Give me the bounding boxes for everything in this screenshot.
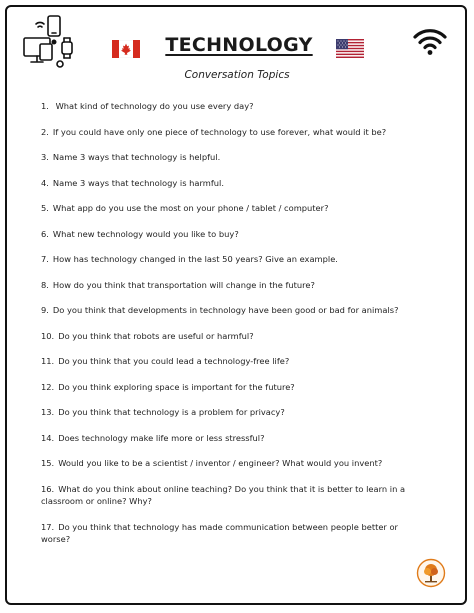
question-text: Does technology make life more or less stressful?: [58, 432, 265, 443]
question-number: 15.: [41, 458, 55, 468]
canada-flag-icon: [112, 40, 140, 58]
question-number: 11.: [41, 356, 55, 366]
subtitle: Conversation Topics: [184, 69, 290, 81]
question-text: If you could have only one piece of technology to use forever, what would it be?: [52, 126, 387, 137]
question-text: Do you think that developments in technology have been good or bad for animals?: [52, 305, 399, 315]
question-text: What do you think about online teaching? Do you think that it is better to learn in a classroom or online? Why?: [41, 483, 406, 506]
tree-logo-icon: [416, 558, 446, 588]
question-number: 16.: [41, 483, 55, 494]
question-list: [41, 100, 426, 559]
list-item: [41, 279, 426, 305]
list-item: [41, 228, 426, 254]
list-item: [41, 457, 426, 483]
question-text: How do you think that transportation will change in the future?: [52, 279, 315, 290]
list-item: [41, 521, 426, 559]
question-text: What new technology would you like to buy?: [52, 228, 239, 239]
question-number: 6.: [41, 228, 49, 239]
question-number: 17.: [41, 521, 55, 532]
list-item: [41, 151, 426, 177]
question-text: Do you think exploring space is important for the future?: [58, 381, 295, 392]
question-text: Do you think that you could lead a technology-free life?: [58, 356, 290, 366]
question-text: What kind of technology do you use every day?: [55, 101, 254, 111]
question-number: 10.: [41, 330, 55, 341]
list-item: [41, 330, 426, 356]
question-number: 4.: [41, 177, 49, 188]
question-number: 9.: [41, 305, 49, 315]
question-text: Name 3 ways that technology is harmful.: [52, 177, 224, 188]
devices-icon: [20, 14, 76, 68]
question-number: 2.: [41, 126, 49, 137]
list-item: [41, 304, 426, 330]
list-item: [41, 177, 426, 203]
list-item: [41, 126, 426, 152]
list-item: [41, 202, 426, 228]
list-item: [41, 406, 426, 432]
question-number: 3.: [41, 152, 49, 162]
question-number: 8.: [41, 279, 49, 290]
list-item: [41, 483, 426, 521]
question-number: 5.: [41, 203, 49, 213]
question-number: 1.: [41, 101, 49, 111]
question-text: Do you think that technology has made communication between people better or worse?: [41, 521, 398, 544]
list-item: [41, 432, 426, 458]
question-text: How has technology changed in the last 50 years? Give an example.: [52, 254, 338, 264]
usa-flag-icon: [336, 39, 364, 58]
question-text: Do you think that technology is a problem for privacy?: [58, 407, 285, 417]
list-item: [41, 100, 426, 126]
question-text: Would you like to be a scientist / inventor / engineer? What would you invent?: [58, 458, 383, 468]
question-number: 7.: [41, 254, 49, 264]
page-title: TECHNOLOGY: [165, 34, 313, 56]
question-text: Do you think that robots are useful or harmful?: [58, 330, 254, 341]
list-item: [41, 253, 426, 279]
question-number: 12.: [41, 381, 55, 392]
header: [0, 0, 474, 100]
list-item: [41, 381, 426, 407]
question-text: What app do you use the most on your phone / tablet / computer?: [52, 203, 329, 213]
wifi-icon: [412, 26, 448, 56]
list-item: [41, 355, 426, 381]
question-text: Name 3 ways that technology is helpful.: [52, 152, 221, 162]
question-number: 13.: [41, 407, 55, 417]
question-number: 14.: [41, 432, 55, 443]
